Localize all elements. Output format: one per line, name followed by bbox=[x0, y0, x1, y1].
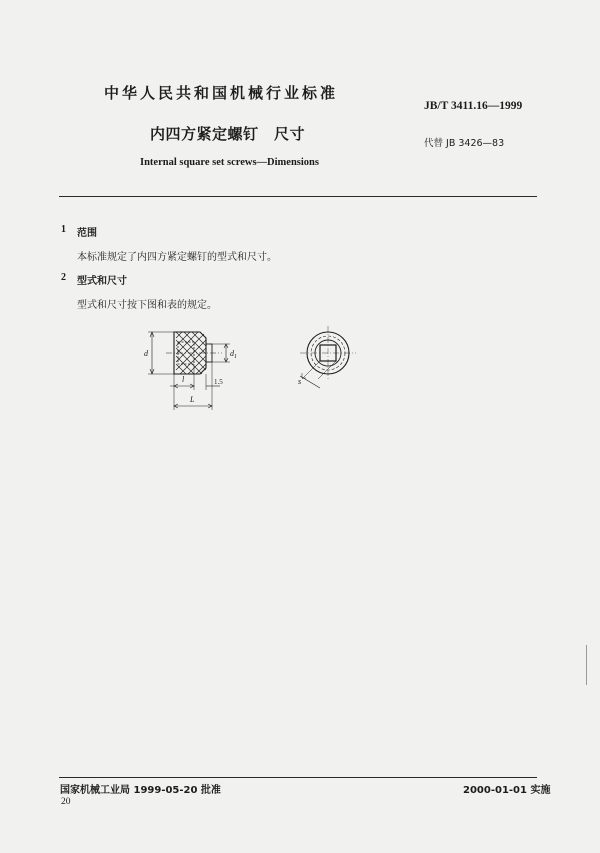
label-s: s bbox=[298, 377, 302, 386]
effective-date: 2000-01-01 实施 bbox=[463, 785, 551, 796]
section-1-body: 本标准规定了内四方紧定螺钉的型式和尺寸。 bbox=[77, 252, 277, 263]
standard-number: JB/T 3411.16—1999 bbox=[424, 100, 523, 112]
label-d: d bbox=[144, 349, 148, 358]
document-title-english: Internal square set screws—Dimensions bbox=[140, 157, 319, 168]
label-l: l bbox=[182, 375, 185, 384]
label-chamfer: 1.5 bbox=[214, 378, 223, 386]
page-number: 20 bbox=[61, 797, 71, 807]
end-view bbox=[300, 326, 356, 388]
screw-technical-drawing bbox=[130, 318, 370, 424]
side-view bbox=[148, 332, 230, 410]
footer-divider bbox=[59, 777, 537, 778]
section-2-number: 2 bbox=[61, 272, 66, 283]
replaces-standard: 代替 JB 3426—83 bbox=[424, 138, 505, 149]
side-view-labels bbox=[144, 349, 237, 404]
scan-edge-mark bbox=[586, 645, 587, 685]
label-d1: $d_1$ bbox=[230, 349, 237, 360]
header-divider bbox=[59, 196, 537, 197]
section-2-body: 型式和尺寸按下图和表的规定。 bbox=[77, 300, 217, 311]
issuing-organization: 中华人民共和国机械行业标准 bbox=[104, 84, 339, 102]
section-1-number: 1 bbox=[61, 224, 66, 235]
document-title-chinese: 内四方紧定螺钉 尺寸 bbox=[150, 125, 306, 143]
section-1-title: 范围 bbox=[77, 228, 97, 239]
approval-info: 国家机械工业局 1999-05-20 批准 bbox=[60, 785, 221, 796]
section-2-title: 型式和尺寸 bbox=[77, 276, 127, 287]
label-L: L bbox=[190, 395, 195, 404]
